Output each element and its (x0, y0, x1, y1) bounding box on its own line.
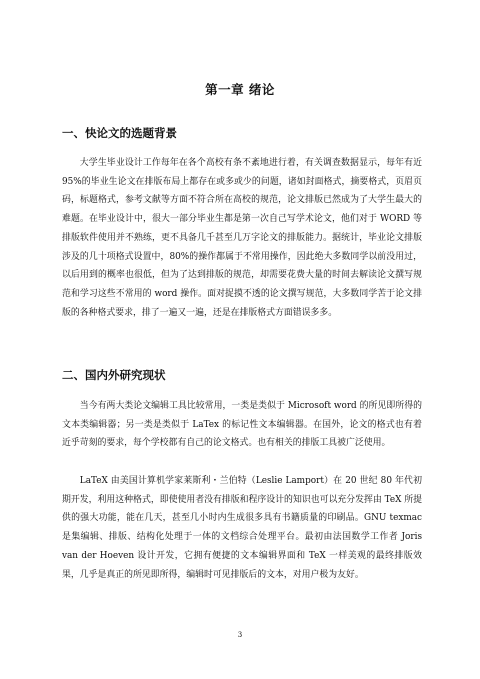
page-number: 3 (237, 631, 243, 639)
paragraph-latex-texmacs: LaTeX 由美国计算机学家莱斯利・兰伯特（Leslie Lamport）在 20 世纪 80 年代初期开发，利用这种格式，即使使用者没有排版和程序设计的知识也可以充分发挥由 TeX 所提供的强大功能，能在几天，甚至几小时内生成很多具有书籍质量的印刷品。GNU texmac 是集编辑、排版、结构化处理于一体的文档综合处理平台。最初由法国数学工作者 Joris van der Hoeven 设计开发，它拥有便捷的文本编辑界面和 TeX 一样美观的最终排版效果，几乎是真正的所见即所得，编辑时可见排版后的文本，对用户极为友好。 (62, 476, 422, 580)
section-heading-background: 一、快论文的选题背景 (62, 126, 177, 140)
paragraph-editors-overview: 当今有两大类论文编辑工具比较常用，一类是类似于 Microsoft word 的所见即所得的文本类编辑器；另一类是类似于 LaTex 的标记性文本编辑器。在国外，论文的格式也有着近乎苛刻的要求，每个学校都有自己的论文格式。也有相关的排版工具被广泛使用。 (62, 401, 422, 449)
paragraph-background: 大学生毕业设计工作每年在各个高校有条不紊地进行着，有关调查数据显示，每年有近 95%的毕业生论文在排版布局上都存在或多或少的问题，诸如封面格式，摘要格式，页眉页码，标题格式，参考文献等方面不符合所在高校的规范，论文排版已然成为了大学生最大的难题。在毕业设计中，很大一部分毕业生都是第一次自己写学术论文，他们对于 WORD 等排版软件使用并不熟练，更不具备几千甚至几万字论文的排版能力。据统计，毕业论文排版涉及的几十项格式设置中，80%的操作都属于不常用操作，因此绝大多数同学以前没用过，以后用到的概率也很低，但为了达到排版的规范，却需要花费大量的时间去解读论文撰写规范和学习这些不常用的 word 操作。面对捉摸不透的论文撰写规范，大多数同学苦于论文排版的各种格式要求，排了一遍又一遍，还是在排版格式方面错误多多。 (62, 158, 422, 318)
section-heading-research-status: 二、国内外研究现状 (62, 368, 166, 382)
chapter-title: 第一章 绪论 (205, 82, 275, 97)
